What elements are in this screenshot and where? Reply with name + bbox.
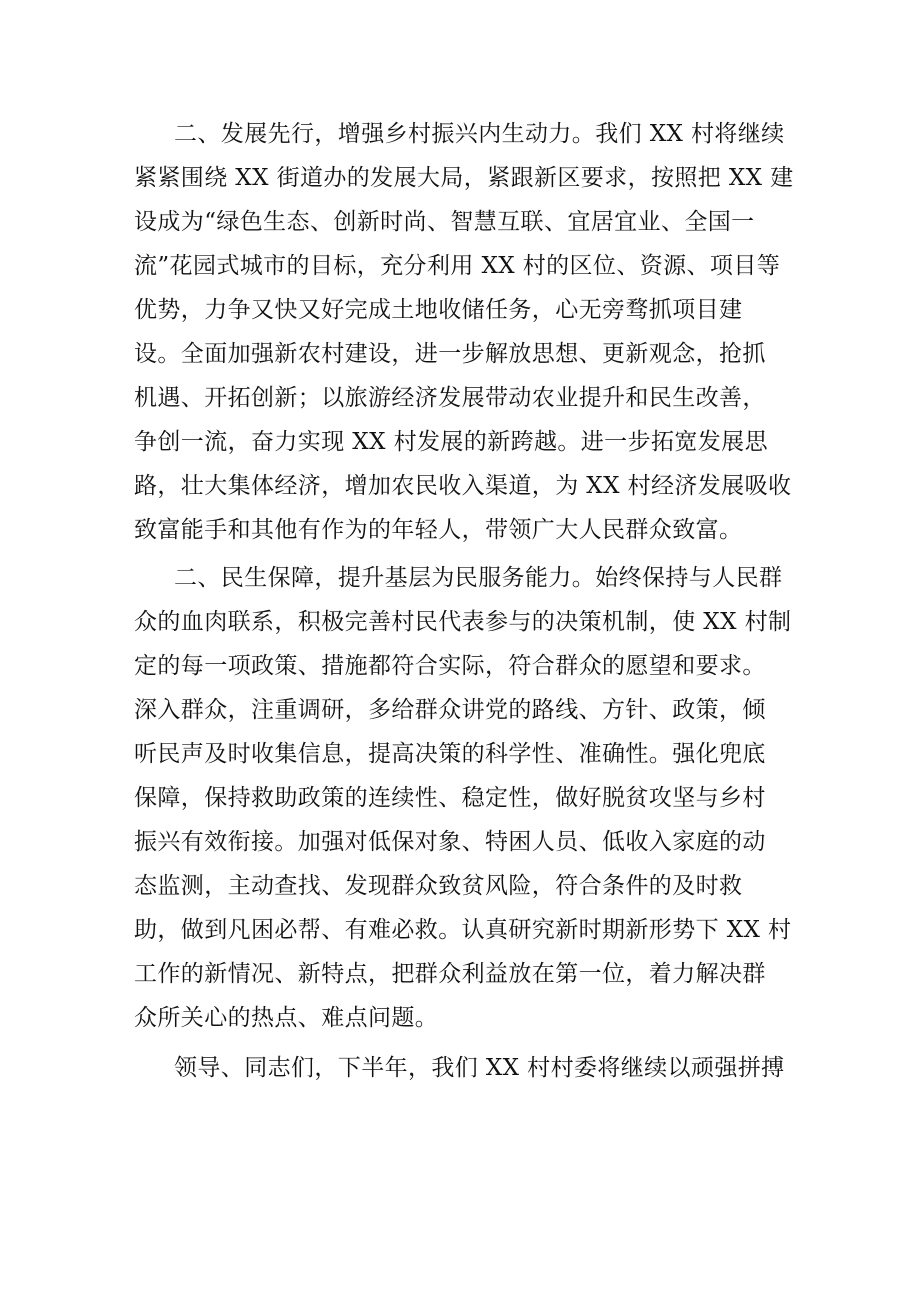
text-line: 二、民生保障，提升基层为民服务能力。始终保持与人民群 — [174, 565, 783, 591]
text-line: 路，壮大集体经济，增加农民收入渠道，为 XX 村经济发展吸收 — [134, 473, 792, 499]
text-line: 工作的新情况、新特点，把群众利益放在第一位，着力解决群 — [134, 961, 766, 987]
text-line: 争创一流，奋力实现 XX 村发展的新跨越。进一步拓宽发展思 — [134, 429, 768, 455]
text-line: 听民声及时收集信息，提高决策的科学性、准确性。强化兜底 — [134, 741, 766, 767]
text-line: 众的血肉联系，积极完善村民代表参与的决策机制，使 XX 村制 — [134, 609, 792, 635]
text-line: 流”花园式城市的目标，充分利用 XX 村的区位、资源、项目等 — [134, 253, 781, 279]
text-line: 紧紧围绕 XX 街道办的发展大局，紧跟新区要求，按照把 XX 建 — [134, 165, 794, 191]
text-line: 助，做到凡困必帮、有难必救。认真研究新时期新形势下 XX 村 — [134, 917, 792, 943]
text-line: 保障，保持救助政策的连续性、稳定性，做好脱贫攻坚与乡村 — [134, 785, 766, 811]
text-line: 深入群众，注重调研，多给群众讲党的路线、方针、政策，倾 — [134, 697, 766, 723]
text-line: 优势，力争又快又好完成土地收储任务，心无旁骛抓项目建 — [134, 297, 743, 323]
text-line: 设成为“绿色生态、创新时尚、智慧互联、宜居宜业、全国一 — [134, 209, 755, 235]
text-line: 机遇、开拓创新；以旅游经济发展带动农业提升和民生改善， — [134, 385, 766, 411]
text-line: 定的每一项政策、措施都符合实际，符合群众的愿望和要求。 — [134, 653, 766, 679]
text-line: 态监测，主动查找、发现群众致贫风险，符合条件的及时救 — [134, 873, 743, 899]
text-line: 致富能手和其他有作为的年轻人，带领广大人民群众致富。 — [134, 517, 743, 543]
text-line: 振兴有效衔接。加强对低保对象、特困人员、低收入家庭的动 — [134, 829, 766, 855]
text-line: 设。全面加强新农村建设，进一步解放思想、更新观念，抢抓 — [134, 341, 766, 367]
text-line: 二、发展先行，增强乡村振兴内生动力。我们 XX 村将继续 — [174, 121, 785, 147]
text-line: 众所关心的热点、难点问题。 — [134, 1005, 439, 1031]
text-line: 领导、同志们，下半年，我们 XX 村村委将继续以顽强拼搏 — [174, 1055, 785, 1081]
